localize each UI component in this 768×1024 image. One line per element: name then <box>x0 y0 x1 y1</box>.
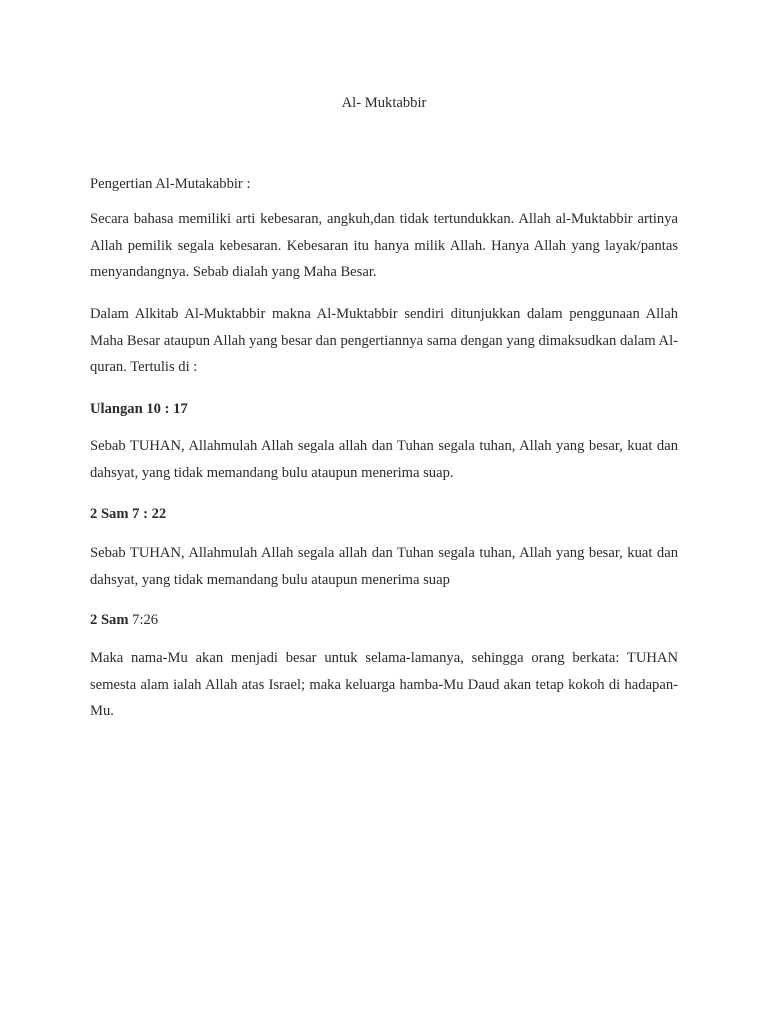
paragraph-definition: Secara bahasa memiliki arti kebesaran, angkuh,dan tidak tertundukkan. Allah al-Muktabbir artinya Allah pemilik segala kebesaran. Kebesaran itu hanya milik Allah. Hanya Allah yang layak/pantas menyandangnya. Sebab dialah yang Maha Besar. <box>90 211 678 280</box>
verse-2-sam-7-26: Maka nama-Mu akan menjadi besar untuk selama-lamanya, sehingga orang berkata: TUHAN semesta alam ialah Allah atas Israel; maka keluarga hamba-Mu Daud akan tetap kokoh di hadapan-Mu. <box>90 650 678 719</box>
reference-chapter-verse: 7:26 <box>128 612 159 628</box>
reference-2-sam-7-26 <box>90 611 678 629</box>
section-heading: Pengertian Al-Mutakabbir : <box>90 176 251 192</box>
reference-book: 2 Sam <box>90 612 129 628</box>
paragraph-alkitab: Dalam Alkitab Al-Muktabbir makna Al-Muktabbir sendiri ditunjukkan dalam penggunaan Allah Maha Besar ataupun Allah yang besar dan pengertiannya sama dengan yang dimaksudkan dalam Al-quran. Tertulis di : <box>90 306 678 375</box>
reference-2-sam-7-22: 2 Sam 7 : 22 <box>90 506 167 522</box>
verse-2-sam-7-22: Sebab TUHAN, Allahmulah Allah segala allah dan Tuhan segala tuhan, Allah yang besar, kuat dan dahsyat, yang tidak memandang bulu ataupun menerima suap <box>90 545 678 588</box>
reference-ulangan: Ulangan 10 : 17 <box>90 401 188 417</box>
document-title: Al- Muktabbir <box>341 95 427 111</box>
verse-ulangan: Sebab TUHAN, Allahmulah Allah segala allah dan Tuhan segala tuhan, Allah yang besar, kuat dan dahsyat, yang tidak memandang bulu ataupun menerima suap. <box>90 438 678 481</box>
